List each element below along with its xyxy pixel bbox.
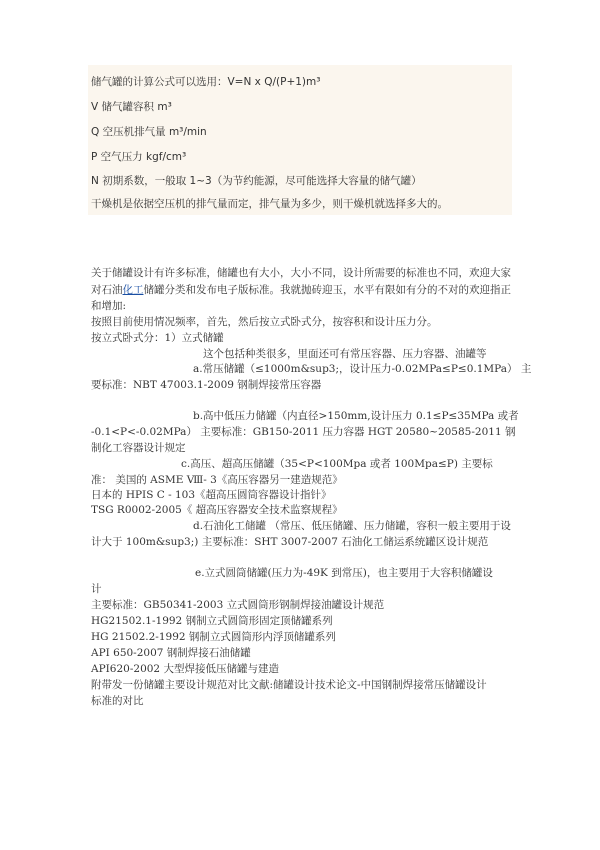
- standard-line-1: 主要标准：GB50341-2003 立式圆筒形钢制焊接油罐设计规范: [91, 599, 385, 611]
- dryer-note: 干燥机是依据空压机的排气量而定，排气量为多少，则干燥机就选择多大的。: [91, 198, 448, 210]
- item-a-line-2: 要标准：NBT 47003.1-2009 钢制焊接常压容器: [91, 379, 322, 391]
- item-b-line-1: b.高中低压力储罐（内直径>150mm,设计压力 0.1≤P≤35MPa 或者: [193, 410, 519, 422]
- formula-n-definition: N 初期系数，一般取 1~3（为节约能源，尽可能选择大容量的储气罐）: [91, 175, 422, 187]
- item-e-line-2: 计: [91, 583, 102, 595]
- item-c-line-3: 日本的 HPIS C - 103《超高压圆筒容器设计指针》: [91, 489, 332, 501]
- tank-types-line: 这个包括种类很多，里面还可有常压容器、压力容器、油罐等: [203, 348, 487, 360]
- standard-line-4: API 650-2007 钢制焊接石油储罐: [91, 647, 251, 659]
- intro-line-3: 和增加:: [91, 300, 127, 312]
- standard-line-2: HG21502.1-1992 钢制立式圆筒形固定顶储罐系列: [91, 615, 333, 627]
- vertical-tank-heading: 按立式卧式分：1）立式储罐: [91, 332, 224, 344]
- formula-p-definition: P 空气压力 kgf/cm³: [91, 151, 187, 163]
- classification-line: 按照目前使用情况频率，首先，然后按立式卧式分，按容积和设计压力分。: [91, 316, 438, 328]
- standard-line-5: API620-2002 大型焊接低压储罐与建造: [91, 663, 279, 675]
- intro-line-2-prefix: 对石油: [91, 284, 123, 296]
- item-e-line-1: e.立式圆筒储罐(压力为-49K 到常压)，也主要用于大容积储罐设: [195, 567, 493, 579]
- item-d-line-2: 计大于 100m&sup3;) 主要标准：SHT 3007-2007 石油化工储运系统罐区设计规范: [91, 536, 489, 548]
- chemical-link[interactable]: 化工: [122, 284, 144, 296]
- item-a-line-1: a.常压储罐（≤1000m&sup3;，设计压力-0.02MPa≤P≤0.1MPa） 主: [193, 363, 532, 375]
- standard-line-3: HG 21502.2-1992 钢制立式圆筒形内浮顶储罐系列: [91, 631, 336, 643]
- appendix-line-2: 标准的对比: [91, 695, 144, 707]
- item-c-line-2: 准： 美国的 ASME Ⅷ- 3《高压容器另一建造规范》: [91, 474, 343, 486]
- appendix-line-1: 附带发一份储罐主要设计规范对比文献:储罐设计技术论文-中国钢制焊接常压储罐设计: [91, 679, 487, 691]
- formula-intro: 储气罐的计算公式可以选用：V=N x Q/(P+1)m³: [91, 76, 321, 88]
- formula-q-definition: Q 空压机排气量 m³/min: [91, 126, 207, 138]
- intro-line-1: 关于储罐设计有许多标准，储罐也有大小，大小不同，设计所需要的标准也不同，欢迎大家: [91, 267, 511, 279]
- item-c-line-4: TSG R0002-2005《 超高压容器安全技术监察规程》: [91, 504, 343, 516]
- item-b-line-2: -0.1<P<-0.02MPa） 主要标准：GB150-2011 压力容器 HGT 20580~20585-2011 钢: [91, 426, 516, 438]
- item-c-line-1: c.高压、超高压储罐（35<P<100Mpa 或者 100Mpa≤P) 主要标: [181, 458, 493, 470]
- intro-line-2-suffix: 储罐分类和发布电子版标准。我就抛砖迎玉，水平有限如有分的不对的欢迎指正: [143, 284, 511, 296]
- item-d-line-1: d.石油化工储罐 （常压、低压储罐、压力储罐，容积一般主要用于设: [193, 520, 511, 532]
- formula-v-definition: V 储气罐容积 m³: [91, 101, 172, 113]
- item-b-line-3: 制化工容器设计规定: [91, 442, 186, 454]
- intro-line-2: [91, 283, 511, 297]
